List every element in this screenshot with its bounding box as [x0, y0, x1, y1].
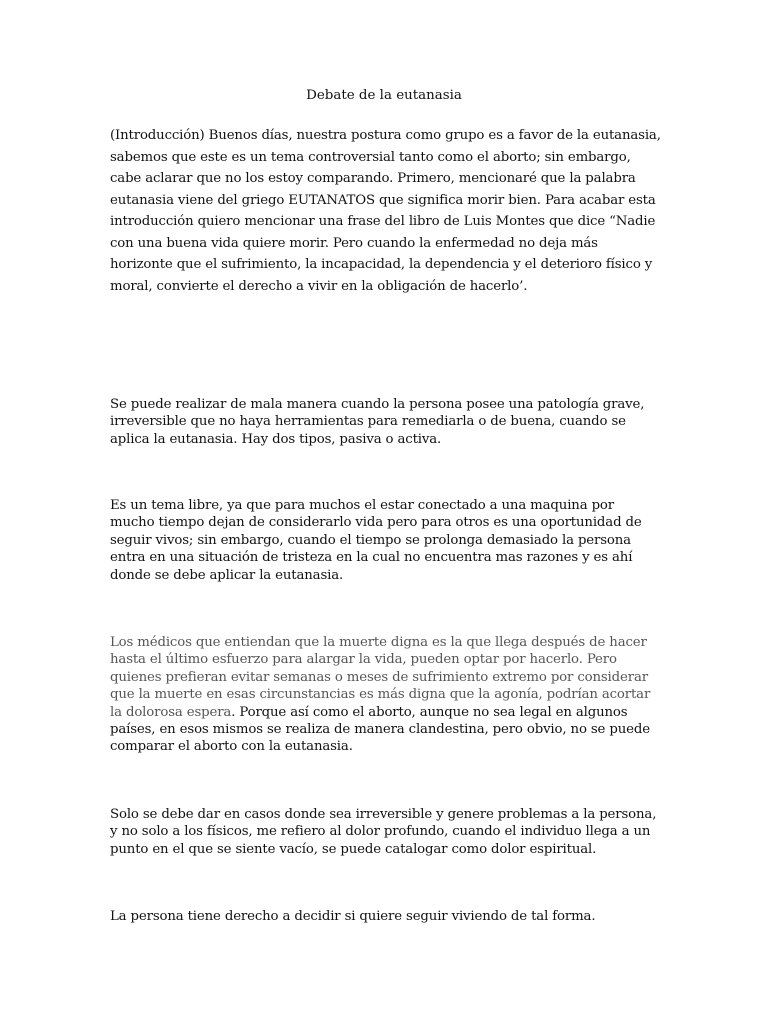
paragraph-types: Se puede realizar de mala manera cuando la persona posee una patología grave, irreversible que no haya herramientas para remediarla o de buena, cuando se aplica la eutanasia. Hay dos tipos, pasiva o activa. — [110, 397, 645, 447]
paragraph-introduction: (Introducción) Buenos días, nuestra postura como grupo es a favor de la eutanasia, sabemos que este es un tema controversial tanto como el aborto; sin embargo, cabe aclarar que no los estoy comparando. Primero, mencionaré que la palabra eutanasia viene del griego EUTANATOS que significa morir bien. Para acabar esta introducción quiero mencionar una frase del libro de Luis Montes que dice “Nadie con una buena vida quiere morir. Pero cuando la enfermedad no deja más horizonte que el sufrimiento, la incapacidad, la dependencia y el deterioro físico y moral, convierte el derecho a vivir en la obligación de hacerlo’. — [110, 128, 661, 294]
paragraph-free-topic: Es un tema libre, ya que para muchos el estar conectado a una maquina por mucho tiempo dejan de considerarlo vida pero para otros es una oportunidad de seguir vivos; sin embargo, cuando el tiempo se prolonga demasiado la persona entra en una situación de tristeza en la cual no encuentra mas razones y es ahí donde se debe aplicar la eutanasia. — [110, 498, 642, 583]
paragraph-doctors-continuation: . Porque así como el aborto, aunque no sea legal en algunos países, en esos mismos se realiza de manera clandestina, pero obvio, no se puede comparar el aborto con la eutanasia. — [110, 704, 650, 755]
paragraph-right-to-decide: La persona tiene derecho a decidir si quiere seguir viviendo de tal forma. — [110, 909, 596, 924]
quoted-text: Los médicos que entiendan que la muerte digna es la que llega después de hacer hasta el último esfuerzo para alargar la vida, pueden optar por hacerlo. Pero quienes prefieran evitar semanas o meses de sufrimiento extremo por considerar que la muerte en esas circunstancias es más digna que la agonía, podrían acortar la dolorosa espera — [110, 635, 651, 720]
paragraph-irreversible: Solo se debe dar en casos donde sea irreversible y genere problemas a la persona, y no solo a los físicos, me refiero al dolor profundo, cuando el individuo llega a un punto en el que se siente vacío, se puede catalogar como dolor espiritual. — [110, 807, 657, 857]
document-title: Debate de la eutanasia — [306, 88, 462, 103]
paragraph-doctors — [110, 634, 662, 756]
